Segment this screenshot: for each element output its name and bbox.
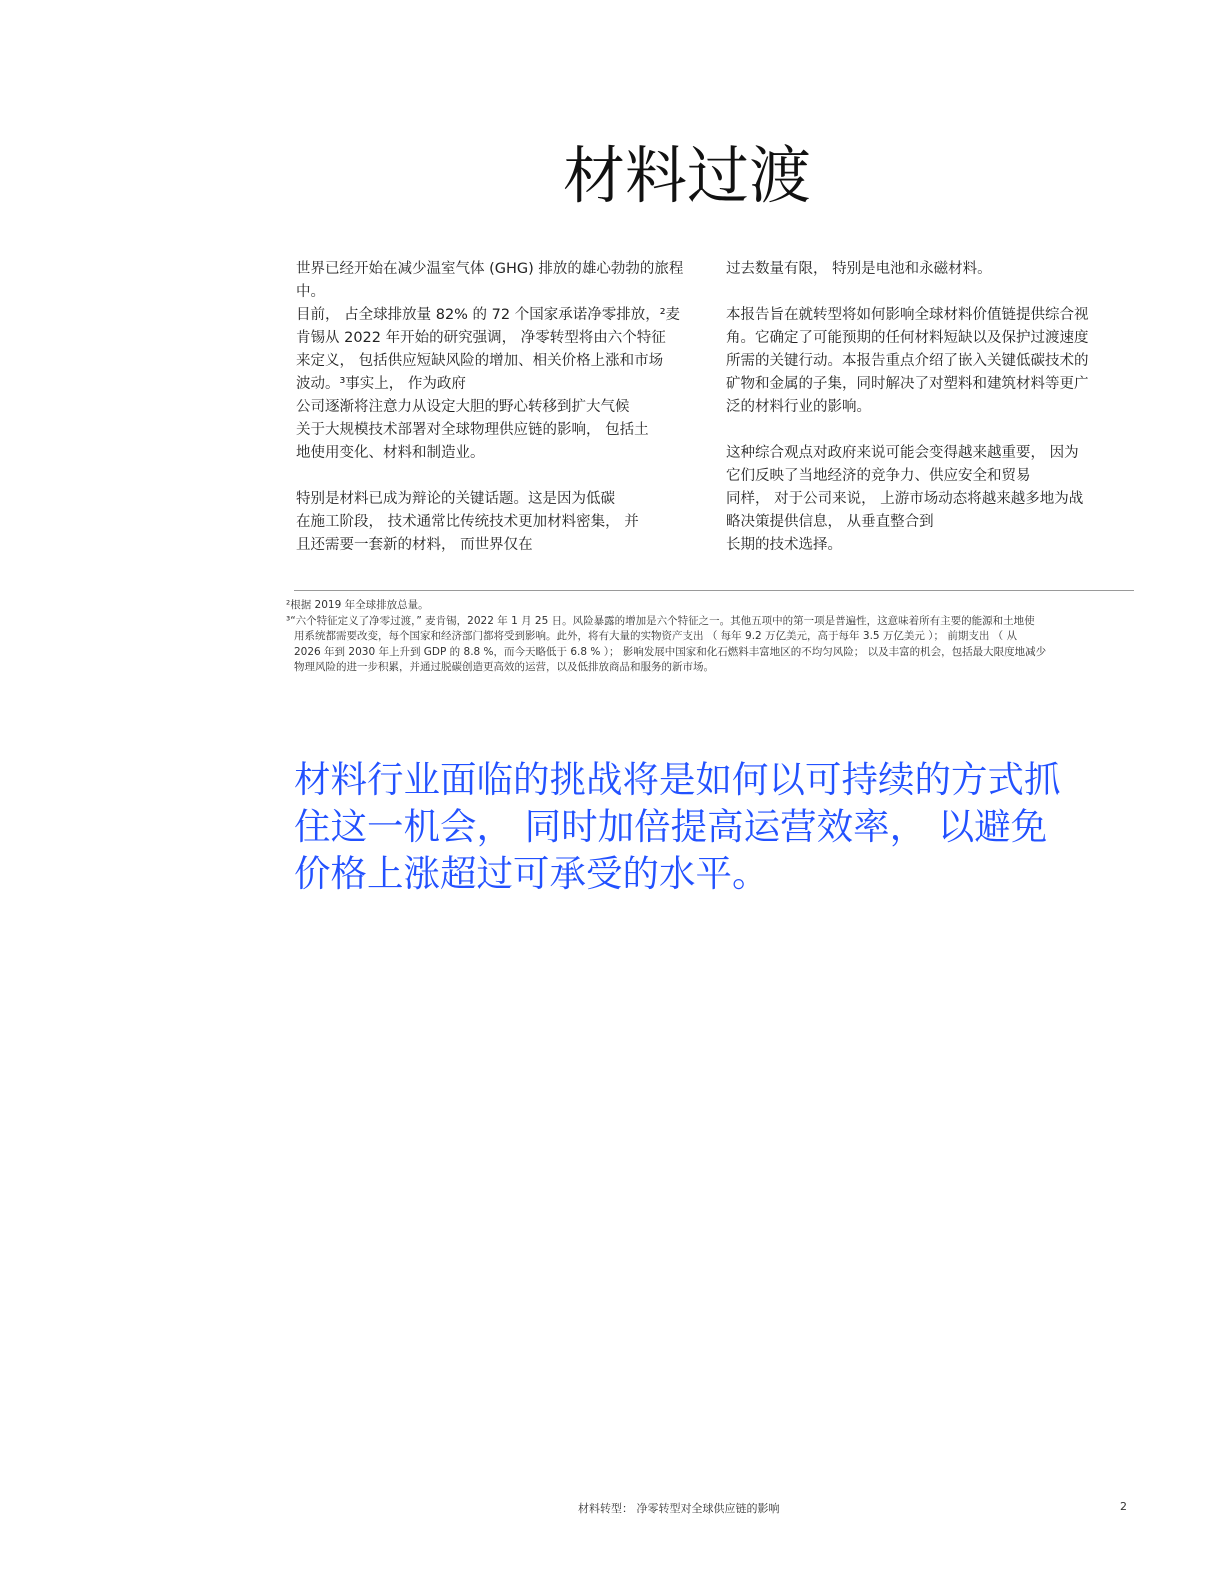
body-paragraph: 特别是材料已成为辩论的关键话题。这是因为低碳 在施工阶段， 技术通常比传统技术更加材料密集， 并 且还需要一套新的材料， 而世界仅在 xyxy=(296,491,639,553)
footnote-3: ³“六个特征定义了净零过渡，” 麦肯锡，2022 年 1 月 25 日。风险暴露的增加是六个特征之一。其他五项中的第一项是普遍性，这意味着所有主要的能源和土地使 用系统都需要改变，每个国家和经济部门都将受到影响。此外，将有大量的实物资产支出 （ 每年 9.2 万亿美元，高于每年 3.5 万亿美元 ）； 前期支出 （ 从 2026 年到 2030 年上升到 GDP 的 8.8 %，而今天略低于 6.8 % ）； 影响发展中国家和化石燃料丰富地区的不均匀风险； 以及丰富的机会，包括最大限度地减少 物理风险的进一步积累，并通过脱碳创造更高效的运营，以及低排放商品和服务的新市场。 xyxy=(286,614,1047,673)
running-footer: 材料转型： 净零转型对全球供应链的影响 xyxy=(578,1502,780,1515)
body-paragraph: 本报告旨在就转型将如何影响全球材料价值链提供综合视 角。它确定了可能预期的任何材料短缺以及保护过渡速度 所需的关键行动。本报告重点介绍了嵌入关键低碳技术的 矿物和金属的子集，同时解决了对塑料和建筑材料等更广 泛的材料行业的影响。 xyxy=(726,307,1089,415)
page-title: 材料过渡 xyxy=(562,139,811,212)
footnote-2: ²根据 2019 年全球排放总量。 xyxy=(286,599,429,611)
body-paragraph: 过去数量有限， 特别是电池和永磁材料。 xyxy=(726,261,992,277)
page-number: 2 xyxy=(1120,1500,1127,1513)
body-paragraph: 世界已经开始在减少温室气体 (GHG) 排放的雄心勃勃的旅程 中。 目前， 占全球排放量 82% 的 72 个国家承诺净零排放，²麦 肯锡从 2022 年开始的研究强调， 净零转型将由六个特征 来定义， 包括供应短缺风险的增加、相关价格上涨和市场 波动。³事实上， 作为政府 公司逐渐将注意力从设定大胆的野心转移到扩大气候 关于大规模技术部署对全球物理供应链的影响， 包括土 地使用变化、材料和制造业。 xyxy=(296,261,684,461)
left-text-column xyxy=(296,258,704,557)
right-text-column xyxy=(726,258,1134,557)
body-paragraph: 这种综合观点对政府来说可能会变得越来越重要， 因为 它们反映了当地经济的竞争力、供应安全和贸易 同样， 对于公司来说， 上游市场动态将越来越多地为战 略决策提供信息， 从垂直整合到 长期的技术选择。 xyxy=(726,445,1084,553)
footnotes xyxy=(286,598,1126,676)
footnote-divider xyxy=(294,590,1134,591)
pull-quote: 材料行业面临的挑战将是如何以可持续的方式抓 住这一机会， 同时加倍提高运营效率， 以避免 价格上涨超过可承受的水平。 xyxy=(294,758,1061,895)
